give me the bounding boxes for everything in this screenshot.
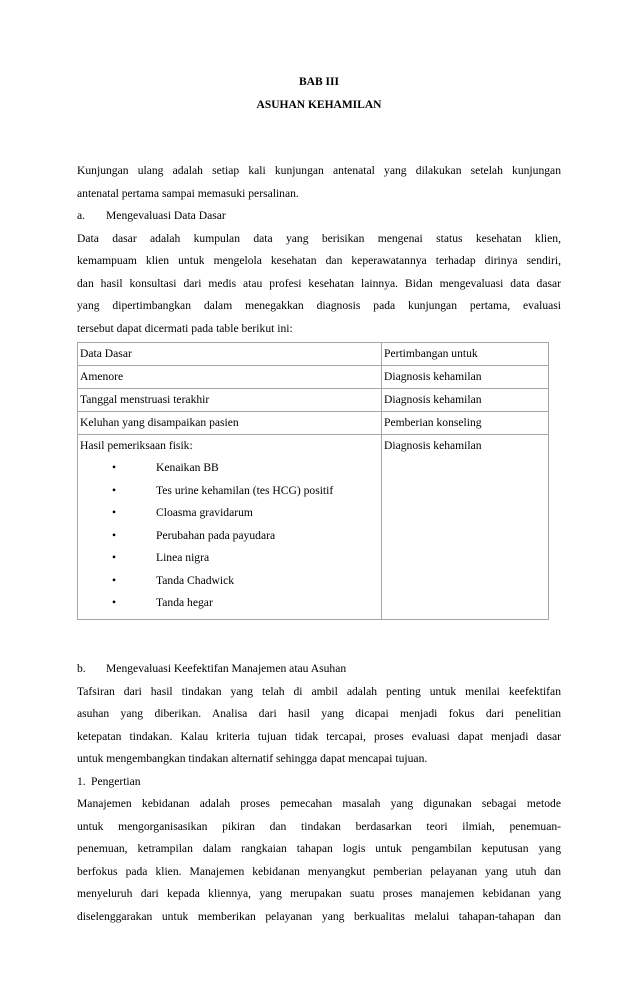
bullet-icon: •: [112, 461, 117, 474]
paragraph-line: Kunjungan ulang adalah setiap kali kunjungan antenatal yang dilakukan setelah kunjungan: [77, 164, 561, 177]
table-row: [78, 412, 549, 435]
table-cell: Amenore: [78, 366, 382, 389]
list-item: • Tanda Chadwick: [80, 570, 379, 593]
list-item: • Tanda hegar: [80, 592, 379, 615]
section-b: [77, 658, 561, 928]
paragraph-line: penemuan, ketrampilan dalam rangkaian tahapan logis untuk pengambilan keputusan yang: [77, 842, 561, 855]
table-row: [78, 389, 549, 412]
bullet-icon: •: [112, 528, 117, 542]
section-title: Mengevaluasi Data Dasar: [106, 209, 226, 222]
paragraph-line: ketepatan tindakan. Kalau kriteria tujuan tidak tercapai, proses evaluasi dapat menjadi dasar: [77, 729, 561, 743]
subsection-number: 1.: [77, 774, 86, 788]
table-cell-exam: [78, 435, 382, 620]
table-cell: Diagnosis kehamilan: [382, 435, 549, 620]
list-item: • Perubahan pada payudara: [80, 525, 379, 548]
list-item: • Linea nigra: [80, 547, 379, 570]
paragraph-line: kemampuam klien untuk mengelola kesehatan dan keperawatannya terhadap dirinya sendiri,: [77, 254, 561, 267]
paragraph-line: menyeluruh dari kepada kliennya, yang merupakan suatu proses manajemen kebidanan yang: [77, 887, 561, 900]
chapter-number: BAB III: [299, 76, 339, 88]
section-title: Mengevaluasi Keefektifan Manajemen atau Asuhan: [106, 662, 347, 675]
section-a-heading: [77, 205, 561, 228]
exam-label: Hasil pemeriksaan fisik:: [80, 439, 193, 452]
list-item: • Tes urine kehamilan (tes HCG) positif: [80, 480, 379, 503]
section-letter: b.: [77, 662, 86, 675]
intro-paragraph: [77, 160, 561, 340]
paragraph-line: tersebut dapat dicermati pada table berikut ini:: [77, 321, 293, 335]
list-item: • Kenaikan BB: [80, 457, 379, 480]
table-row: [78, 366, 549, 389]
paragraph-line: Data dasar adalah kumpulan data yang berisikan mengenai status kesehatan klien,: [77, 231, 561, 245]
paragraph-line: Tafsiran dari hasil tindakan yang telah di ambil adalah penting untuk menilai keefektifan: [77, 684, 561, 698]
table-header-cell: Pertimbangan untuk: [382, 343, 549, 366]
data-table: [77, 342, 549, 620]
paragraph-line: antenatal pertama sampai memasuki persalinan.: [77, 186, 299, 200]
table-row: [78, 435, 549, 620]
table-header-cell: Data Dasar: [78, 343, 382, 366]
paragraph-line: dan hasil konsultasi dari medis atau profesi kesehatan lainnya. Bidan mengevaluasi data dasar: [77, 276, 561, 290]
paragraph-line: untuk mengorganisasikan pikiran dan tindakan berdasarkan teori ilmiah, penemuan-: [77, 819, 561, 833]
list-item: • Cloasma gravidarum: [80, 502, 379, 525]
paragraph-line: yang dipertimbangkan dalam menegakkan diagnosis pada kunjungan pertama, evaluasi: [77, 299, 561, 312]
subsection-title: Pengertian: [91, 774, 141, 788]
table-header-row: [78, 343, 549, 366]
bullet-icon: •: [112, 573, 117, 587]
table-cell: Diagnosis kehamilan: [382, 389, 549, 412]
section-b-heading: [77, 658, 561, 681]
table-cell: Pemberian konseling: [382, 412, 549, 435]
section-letter: a.: [77, 209, 86, 222]
paragraph-line: untuk mengembangkan tindakan alternatif sehingga dapat mencapai tujuan.: [77, 752, 428, 765]
subsection-1-heading: [77, 771, 561, 794]
table-cell: Diagnosis kehamilan: [382, 366, 549, 389]
table-cell: Tanggal menstruasi terakhir: [78, 389, 382, 412]
paragraph-line: berfokus pada klien. Manajemen kebidanan menyangkut pemberian pelayanan yang utuh dan: [77, 864, 561, 878]
table-cell: Keluhan yang disampaikan pasien: [78, 412, 382, 435]
bullet-icon: •: [112, 483, 117, 497]
chapter-title: ASUHAN KEHAMILAN: [256, 99, 382, 111]
bullet-icon: •: [112, 551, 117, 564]
paragraph-line: asuhan yang diberikan. Analisa dari hasil yang dicapai menjadi fokus dari penelitian: [77, 707, 561, 720]
paragraph-line: diselenggarakan untuk memberikan pelayanan yang berkualitas melalui tahapan-tahapan dan: [77, 909, 561, 923]
exam-list: [80, 457, 379, 615]
bullet-icon: •: [112, 506, 117, 519]
bullet-icon: •: [112, 596, 117, 609]
paragraph-line: Manajemen kebidanan adalah proses pemecahan masalah yang digunakan sebagai metode: [77, 797, 561, 810]
